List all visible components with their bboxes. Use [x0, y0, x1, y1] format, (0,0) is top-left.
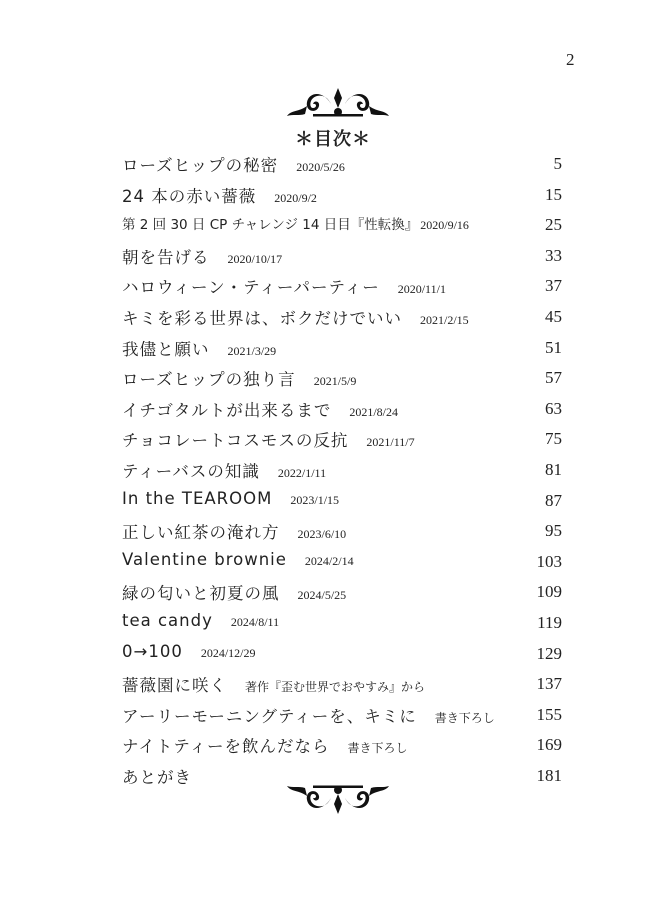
- entry-title: ティーバスの知識: [122, 461, 260, 481]
- toc-entry[interactable]: [122, 305, 564, 336]
- entry-date: 著作『歪む世界でおやすみ』から: [245, 680, 426, 695]
- entry-title: Valentine brownie: [122, 549, 287, 569]
- entry-page: 75: [545, 429, 562, 449]
- toc-title: ＊目次＊: [295, 129, 371, 150]
- toc-entry[interactable]: [122, 427, 564, 458]
- entry-date: 2024/12/29: [200, 645, 256, 660]
- entry-title: 正しい紅茶の淹れ方: [122, 523, 280, 543]
- entry-title: 我儘と願い: [122, 339, 210, 359]
- toc-entry[interactable]: [122, 458, 564, 489]
- entry-title: ハロウィーン・ティーパーティー: [122, 278, 380, 298]
- entry-date: 2021/5/9: [313, 374, 357, 389]
- toc-entry[interactable]: [122, 397, 564, 428]
- ornament-top-icon: [283, 84, 393, 124]
- entry-title: キミを彩る世界は、ボクだけでいい: [122, 308, 402, 328]
- entry-page: 103: [536, 551, 562, 571]
- entry-page: 57: [545, 368, 562, 388]
- entry-page: 51: [545, 337, 562, 357]
- entry-date: 2020/11/1: [397, 282, 446, 297]
- entry-page: 137: [536, 674, 562, 694]
- entry-title: 緑の匂いと初夏の風: [122, 584, 280, 604]
- entry-date: 2024/2/14: [304, 553, 354, 568]
- entry-date: 2024/8/11: [230, 614, 280, 629]
- entry-date: 2021/3/29: [227, 343, 277, 358]
- entry-title: In the TEAROOM: [122, 488, 273, 508]
- entry-page: 95: [545, 521, 562, 541]
- toc-entry[interactable]: [122, 672, 564, 703]
- entry-page: 155: [536, 704, 562, 724]
- entry-date: 2020/9/2: [274, 190, 317, 205]
- entry-title: 24 本の赤い薔薇: [122, 186, 257, 206]
- toc-entry[interactable]: [122, 611, 564, 642]
- entry-date: 2020/5/26: [296, 160, 345, 174]
- entry-page: 15: [545, 184, 562, 204]
- toc-entry[interactable]: [122, 733, 564, 764]
- toc-entry[interactable]: [122, 152, 564, 183]
- toc-entry[interactable]: [122, 366, 564, 397]
- entry-date: 2021/8/24: [349, 404, 399, 419]
- entry-date: 2020/9/16: [420, 218, 469, 233]
- toc-entry[interactable]: [122, 274, 564, 305]
- toc-list: [122, 152, 564, 794]
- entry-date: 2021/11/7: [366, 435, 415, 450]
- entry-page: 25: [545, 215, 562, 235]
- toc-entry[interactable]: [122, 213, 564, 244]
- toc-entry[interactable]: [122, 519, 564, 550]
- entry-title: ローズヒップの独り言: [122, 370, 296, 390]
- toc-entry[interactable]: [122, 183, 564, 214]
- entry-title: イチゴタルトが出来るまで: [122, 400, 332, 420]
- entry-page: 109: [536, 582, 562, 602]
- entry-date: 書き下ろし: [434, 710, 495, 725]
- entry-date: 書き下ろし: [347, 741, 408, 756]
- entry-page: 119: [537, 612, 562, 632]
- toc-entry[interactable]: [122, 244, 564, 275]
- entry-title: ローズヒップの秘密: [122, 156, 279, 175]
- page-number: 2: [566, 50, 575, 69]
- entry-date: 2020/10/17: [227, 251, 283, 266]
- entry-title: 薔薇園に咲く: [122, 676, 227, 696]
- entry-page: 5: [553, 154, 562, 173]
- entry-page: 169: [536, 735, 562, 755]
- toc-entry[interactable]: [122, 489, 564, 520]
- entry-page: 45: [545, 306, 562, 326]
- entry-page: 63: [545, 398, 562, 418]
- entry-title: アーリーモーニングティーを、キミに: [122, 706, 417, 726]
- toc-entry[interactable]: [122, 703, 564, 734]
- toc-entry[interactable]: [122, 580, 564, 611]
- entry-title: 0→100: [122, 641, 183, 661]
- toc-entry[interactable]: [122, 336, 564, 367]
- entry-date: 2021/2/15: [420, 312, 469, 327]
- entry-date: 2024/5/25: [297, 588, 347, 603]
- entry-title: 朝を告げる: [122, 247, 210, 267]
- toc-entry[interactable]: [122, 642, 564, 673]
- entry-title: ナイトティーを飲んだなら: [122, 737, 330, 757]
- entry-page: 37: [545, 276, 562, 296]
- entry-title: tea candy: [122, 610, 213, 630]
- ornament-bottom-icon: [283, 778, 393, 818]
- entry-page: 87: [545, 490, 562, 510]
- entry-page: 129: [536, 643, 562, 663]
- entry-title: あとがき: [122, 767, 192, 787]
- entry-title: チョコレートコスモスの反抗: [122, 431, 349, 451]
- entry-date: 2023/1/15: [290, 492, 340, 507]
- entry-page: 81: [545, 459, 562, 479]
- entry-title: 第 2 回 30 日 CP チャレンジ 14 日目『性転換』: [122, 217, 419, 234]
- entry-date: 2023/6/10: [297, 527, 347, 542]
- toc-entry[interactable]: [122, 550, 564, 581]
- entry-date: 2022/1/11: [277, 465, 327, 480]
- entry-page: 181: [536, 765, 562, 785]
- entry-page: 33: [545, 245, 562, 265]
